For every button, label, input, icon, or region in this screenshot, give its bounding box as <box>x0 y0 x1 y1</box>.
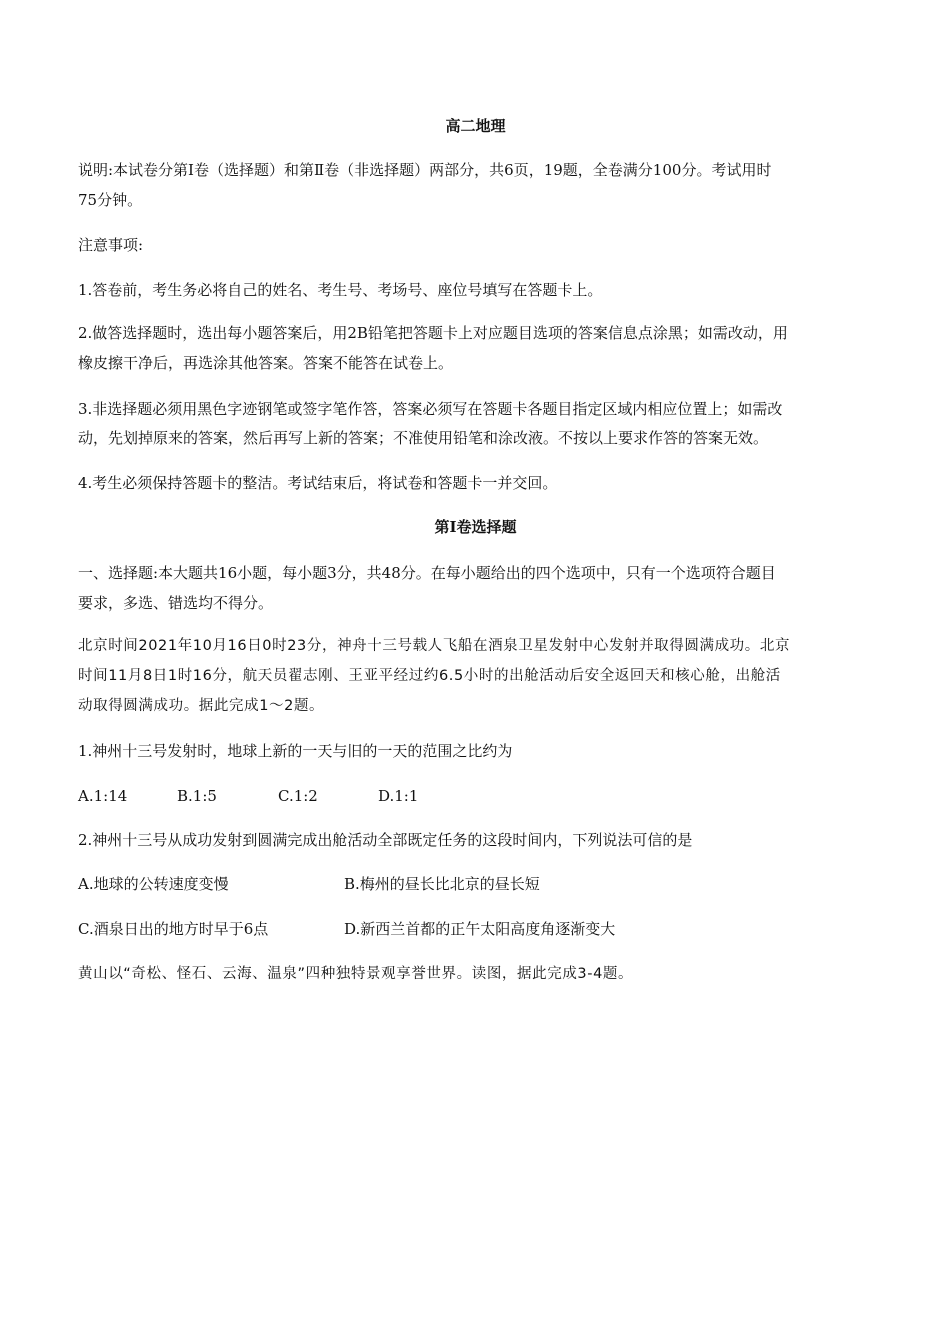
question-1-option-a: A.1:14 <box>78 787 128 805</box>
section-intro-line-1: 一、选择题:本大题共16小题，每小题3分，共48分。在每小题给出的四个选项中，只有一个选项符合题目 <box>78 564 776 582</box>
question-2-option-b: B.梅州的昼长比北京的昼长短 <box>344 875 540 893</box>
description-line-1: 说明:本试卷分第Ⅰ卷（选择题）和第Ⅱ卷（非选择题）两部分，共6页，19题，全卷满分100分。考试用时 <box>78 161 772 179</box>
question-2-stem: 2.神州十三号从成功发射到圆满完成出舱活动全部既定任务的这段时间内，下列说法可信的是 <box>78 831 693 849</box>
note-2-line-2: 橡皮擦干净后，再选涂其他答案。答案不能答在试卷上。 <box>78 354 454 372</box>
description-line-2: 75分钟。 <box>78 191 143 209</box>
question-2-option-d: D.新西兰首都的正午太阳高度角逐渐变大 <box>344 920 616 938</box>
section-intro-line-2: 要求，多选、错选均不得分。 <box>78 594 274 612</box>
section-title: 第Ⅰ卷选择题 <box>434 518 517 536</box>
question-2-option-a: A.地球的公转速度变慢 <box>78 875 229 893</box>
question-1-stem: 1.神州十三号发射时，地球上新的一天与旧的一天的范围之比约为 <box>78 742 513 760</box>
note-3-line-2: 动，先划掉原来的答案，然后再写上新的答案；不准使用铅笔和涂改液。不按以上要求作答的答案无效。 <box>78 429 769 447</box>
question-1-option-d: D.1:1 <box>378 787 419 805</box>
passage-1-line-1: 北京时间2021年10月16日0时23分，神舟十三号载人飞船在酒泉卫星发射中心发射并取得圆满成功。北京 <box>78 638 791 654</box>
question-1-option-c: C.1:2 <box>278 787 318 805</box>
notes-heading: 注意事项: <box>78 236 144 254</box>
question-2-option-c: C.酒泉日出的地方时早于6点 <box>78 920 269 938</box>
note-1: 1.答卷前，考生务必将自己的姓名、考生号、考场号、座位号填写在答题卡上。 <box>78 281 603 299</box>
note-3-line-1: 3.非选择题必须用黑色字迹钢笔或签字笔作答，答案必须写在答题卡各题目指定区域内相应位置上；如需改 <box>78 400 783 418</box>
passage-1-line-2: 时间11月8日1时16分，航天员翟志刚、王亚平经过约6.5小时的出舱活动后安全返回天和核心舱，出舱活 <box>78 668 781 684</box>
passage-2-line-1: 黄山以“奇松、怪石、云海、温泉”四种独特景观享誉世界。读图，据此完成3-4题。 <box>78 966 634 982</box>
note-2-line-1: 2.做答选择题时，选出每小题答案后，用2B铅笔把答题卡上对应题目选项的答案信息点涂黑；如需改动，用 <box>78 324 788 342</box>
passage-1-line-3: 动取得圆满成功。据此完成1～2题。 <box>78 698 325 714</box>
page-title: 高二地理 <box>445 117 506 135</box>
question-1-option-b: B.1:5 <box>177 787 217 805</box>
note-4: 4.考生必须保持答题卡的整洁。考试结束后，将试卷和答题卡一并交回。 <box>78 474 558 492</box>
